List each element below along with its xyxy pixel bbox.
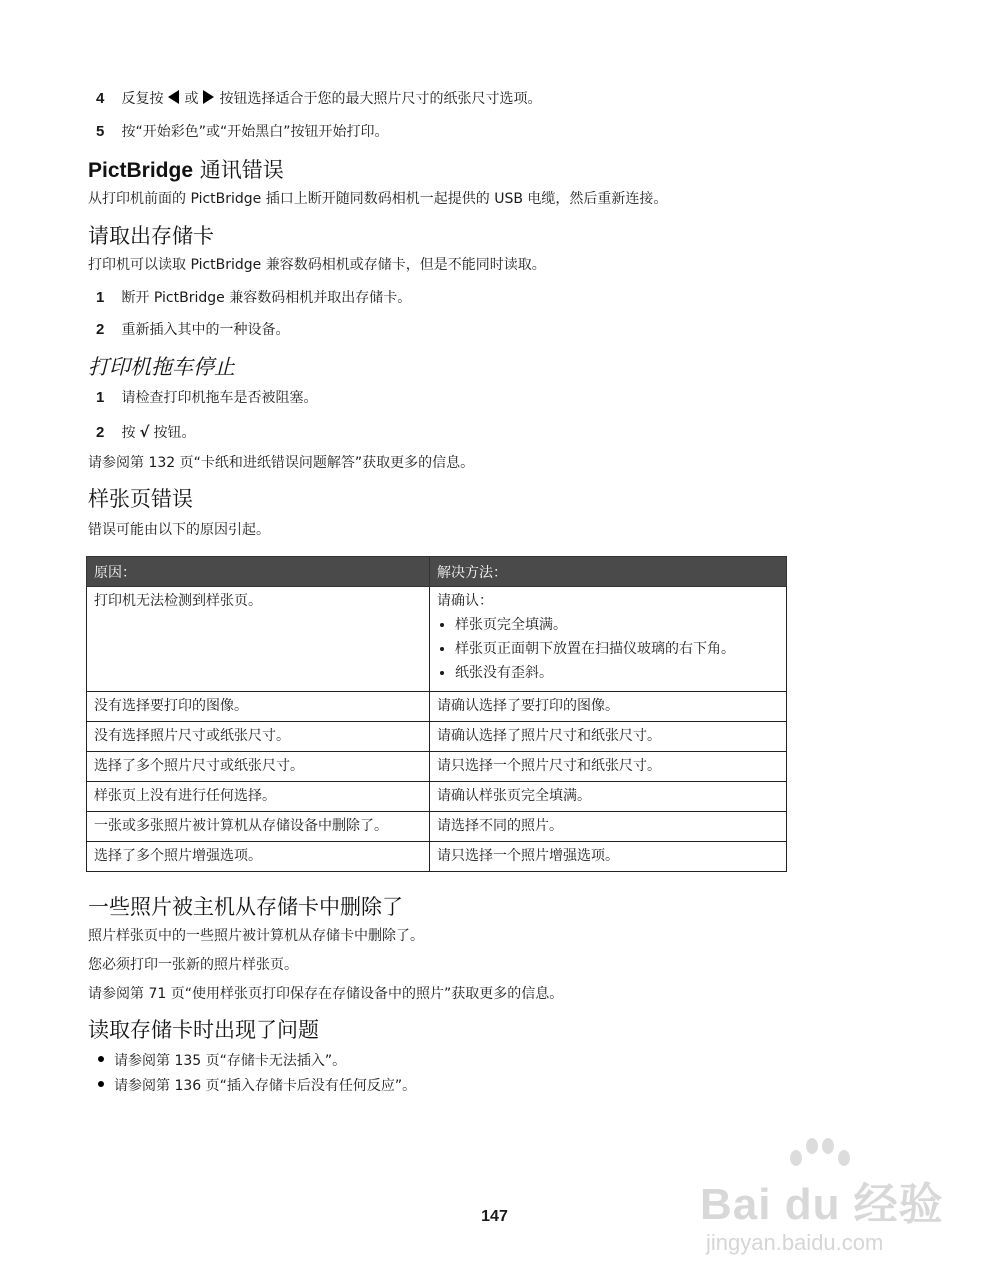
table-row (87, 812, 787, 842)
solution-cell: 请只选择一个照片尺寸和纸张尺寸。 (430, 752, 787, 782)
step-number: 1 (96, 389, 105, 406)
cause-cell: 一张或多张照片被计算机从存储设备中删除了。 (87, 812, 430, 842)
reading-heading: 读取存储卡时出现了问题 (88, 1018, 319, 1042)
list-item: • 纸张没有歪斜。 (455, 663, 779, 683)
bullet-icon (98, 1081, 104, 1087)
step-text-post: 按钮。 (153, 425, 196, 441)
bullet-text: 请参阅第 135 页“存储卡无法插入”。 (114, 1053, 347, 1069)
proof-error-table (86, 556, 787, 872)
carriage-step-1 (96, 388, 317, 408)
cause-cell: 选择了多个照片增强选项。 (87, 842, 430, 872)
cause-cell: 选择了多个照片尺寸或纸张尺寸。 (87, 752, 430, 782)
checkmark-icon: √ (139, 423, 150, 441)
solution-cell: 请选择不同的照片。 (430, 812, 787, 842)
proof-heading: 样张页错误 (88, 487, 193, 511)
bullet-icon (98, 1056, 104, 1062)
cause-cell: 样张页上没有进行任何选择。 (87, 782, 430, 812)
list-item: • 样张页完全填满。 (455, 615, 779, 635)
watermark-url: jingyan.baidu.com (706, 1230, 884, 1255)
carriage-heading: 打印机拖车停止 (88, 355, 235, 379)
list-item: • 样张页正面朝下放置在扫描仪玻璃的右下角。 (455, 639, 779, 659)
table-row (87, 587, 787, 692)
deleted-heading: 一些照片被主机从存储卡中删除了 (88, 895, 403, 919)
step-5 (96, 122, 388, 142)
step-text: 请检查打印机拖车是否被阻塞。 (121, 390, 318, 406)
solution-cell: 请只选择一个照片增强选项。 (430, 842, 787, 872)
table-row (87, 692, 787, 722)
baidu-watermark (700, 1130, 944, 1270)
step-text: 重新插入其中的一种设备。 (121, 322, 290, 338)
left-arrow-icon (168, 90, 179, 104)
carriage-reference: 请参阅第 132 页“卡纸和进纸错误问题解答”获取更多的信息。 (88, 455, 475, 471)
remove-card-body: 打印机可以读取 PictBridge 兼容数码相机或存储卡，但是不能同时读取。 (88, 257, 546, 273)
step-text-post: 按钮选择适合于您的最大照片尺寸的纸张尺寸选项。 (219, 91, 542, 107)
deleted-line-1: 照片样张页中的一些照片被计算机从存储卡中删除了。 (88, 928, 424, 944)
deleted-line-3: 请参阅第 71 页“使用样张页打印保存在存储设备中的照片”获取更多的信息。 (88, 986, 564, 1002)
solution-cell: 请确认样张页完全填满。 (430, 782, 787, 812)
step-number: 5 (96, 123, 105, 140)
solution-lead: 请确认： (437, 593, 493, 609)
watermark-brand: Bai du 经验 (700, 1180, 944, 1229)
header-cause: 原因： (87, 557, 430, 587)
remove-card-step-2 (96, 320, 289, 340)
step-number: 1 (96, 289, 105, 306)
page-number: 147 (481, 1208, 508, 1225)
pictbridge-body: 从打印机前面的 PictBridge 插口上断开随同数码相机一起提供的 USB 电缆，然后重新连接。 (88, 191, 668, 207)
table-header-row (87, 557, 787, 587)
solution-cell: 请确认选择了照片尺寸和纸张尺寸。 (430, 722, 787, 752)
list-item (98, 1076, 416, 1096)
step-text: 按“开始彩色”或“开始黑白”按钮开始打印。 (121, 124, 389, 140)
heading-latin: PictBridge (88, 159, 194, 182)
header-solution: 解决方法： (430, 557, 787, 587)
cause-cell: 没有选择照片尺寸或纸张尺寸。 (87, 722, 430, 752)
step-number: 2 (96, 321, 105, 338)
solution-cell: 请确认选择了要打印的图像。 (430, 692, 787, 722)
solution-bullets (437, 615, 779, 683)
cause-cell: 没有选择要打印的图像。 (87, 692, 430, 722)
deleted-line-2: 您必须打印一张新的照片样张页。 (88, 957, 298, 973)
list-item (98, 1051, 346, 1071)
step-number: 4 (96, 90, 105, 107)
step-text-pre: 反复按 (121, 91, 164, 107)
bullet-text: 请参阅第 136 页“插入存储卡后没有任何反应”。 (114, 1078, 417, 1094)
right-arrow-icon (203, 90, 214, 104)
step-4 (96, 89, 541, 109)
proof-intro: 错误可能由以下的原因引起。 (88, 522, 270, 538)
remove-card-step-1 (96, 288, 411, 308)
step-text: 断开 PictBridge 兼容数码相机并取出存储卡。 (121, 290, 412, 306)
heading-cn: 通讯错误 (199, 158, 284, 182)
remove-card-heading: 请取出存储卡 (88, 224, 214, 248)
solution-cell (430, 587, 787, 692)
step-number: 2 (96, 424, 105, 441)
table-row (87, 782, 787, 812)
step-text-mid: 或 (184, 91, 199, 107)
step-text-pre: 按 (121, 425, 136, 441)
carriage-step-2 (96, 422, 195, 443)
table-row (87, 842, 787, 872)
table-row (87, 752, 787, 782)
pictbridge-heading (88, 157, 284, 184)
cause-cell: 打印机无法检测到样张页。 (87, 587, 430, 692)
table-row (87, 722, 787, 752)
